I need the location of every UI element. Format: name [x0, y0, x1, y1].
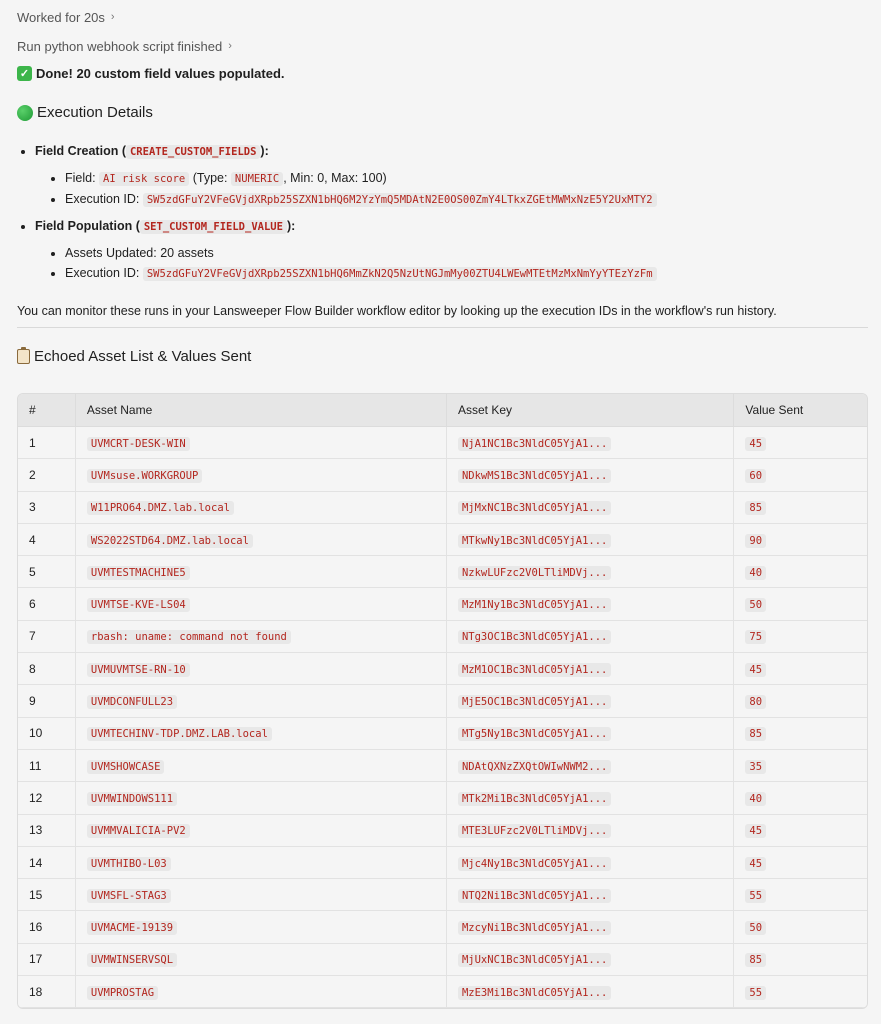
row-index-cell: 12	[18, 782, 76, 814]
set-custom-field-value-code: SET_CUSTOM_FIELD_VALUE	[140, 220, 287, 234]
value-sent-cell	[734, 459, 867, 491]
worked-for-toggle[interactable]	[17, 7, 115, 27]
value-sent-cell	[734, 944, 867, 976]
row-index-cell: 18	[18, 976, 76, 1008]
value-sent-cell	[734, 815, 867, 847]
table-row	[18, 815, 867, 847]
row-index-cell: 7	[18, 621, 76, 653]
asset-name-code: UVMTECHINV-TDP.DMZ.LAB.local	[87, 727, 272, 741]
asset-name-cell	[76, 750, 447, 782]
worked-for-label: Worked for 20s	[17, 9, 105, 25]
asset-key-code: NDkwMS1Bc3NldC05YjA1...	[458, 469, 611, 483]
execution-heading-text: Execution Details	[37, 104, 153, 121]
asset-name-cell	[76, 556, 447, 588]
value-sent-code: 75	[745, 630, 766, 644]
asset-key-code: MjUxNC1Bc3NldC05YjA1...	[458, 953, 611, 967]
header-asset-key: Asset Key	[447, 394, 734, 427]
asset-name-code: WS2022STD64.DMZ.lab.local	[87, 534, 253, 548]
asset-name-code: UVMTHIBO-L03	[87, 857, 171, 871]
field-name-code: AI risk score	[99, 172, 189, 186]
asset-key-code: MjMxNC1Bc3NldC05YjA1...	[458, 501, 611, 515]
population-exec-id-code: SW5zdGFuY2VFeGVjdXRpb25SZXN1bHQ6MmZkN2Q5NzUtNGJmMy00ZTU4LWEwMTEtMzMxNmYyYTEzYzFm	[143, 267, 657, 281]
row-index-cell: 11	[18, 750, 76, 782]
chevron-right-icon: ›	[110, 11, 115, 23]
asset-name-code: UVMTSE-KVE-LS04	[87, 598, 190, 612]
table-row	[18, 976, 867, 1008]
value-sent-cell	[734, 492, 867, 524]
asset-name-cell	[76, 621, 447, 653]
field-type-code: NUMERIC	[231, 172, 283, 186]
asset-name-cell	[76, 879, 447, 911]
value-sent-cell	[734, 556, 867, 588]
table-row	[18, 718, 867, 750]
asset-key-code: NTg3OC1Bc3NldC05YjA1...	[458, 630, 611, 644]
asset-name-cell	[76, 492, 447, 524]
row-index-cell: 16	[18, 911, 76, 943]
row-index-cell: 1	[18, 427, 76, 459]
asset-key-cell	[447, 685, 734, 717]
execution-list	[17, 141, 875, 284]
asset-name-code: W11PRO64.DMZ.lab.local	[87, 501, 234, 515]
asset-key-code: MjE5OC1Bc3NldC05YjA1...	[458, 695, 611, 709]
row-index-cell: 3	[18, 492, 76, 524]
asset-list-heading	[17, 348, 251, 365]
asset-key-code: Mjc4Ny1Bc3NldC05YjA1...	[458, 857, 611, 871]
asset-name-cell	[76, 524, 447, 556]
table-row	[18, 492, 867, 524]
value-sent-code: 55	[745, 889, 766, 903]
value-sent-code: 45	[745, 437, 766, 451]
monitor-text: You can monitor these runs in your Lansweeper Flow Builder workflow editor by looking up the execution IDs in the workflow's run history.	[17, 304, 777, 318]
done-text: Done! 20 custom field values populated.	[36, 66, 285, 81]
asset-key-cell	[447, 427, 734, 459]
asset-key-cell	[447, 879, 734, 911]
asset-key-code: NTQ2Ni1Bc3NldC05YjA1...	[458, 889, 611, 903]
asset-name-cell	[76, 427, 447, 459]
value-sent-code: 90	[745, 534, 766, 548]
done-message	[17, 66, 285, 81]
value-sent-code: 45	[745, 857, 766, 871]
table-row	[18, 427, 867, 459]
table-row	[18, 944, 867, 976]
table-row	[18, 653, 867, 685]
asset-key-cell	[447, 718, 734, 750]
asset-name-code: UVMWINSERVSQL	[87, 953, 177, 967]
field-creation-details	[35, 168, 875, 210]
header-value-sent: Value Sent	[734, 394, 867, 427]
asset-key-cell	[447, 750, 734, 782]
value-sent-code: 85	[745, 501, 766, 515]
asset-name-cell	[76, 976, 447, 1008]
table-body	[18, 427, 867, 1008]
row-index-cell: 13	[18, 815, 76, 847]
execution-details-heading	[17, 104, 153, 121]
value-sent-cell	[734, 685, 867, 717]
field-detail: • Field: AI risk score (Type: NUMERIC , Min: 0, Max: 100)	[65, 168, 875, 189]
asset-name-cell	[76, 847, 447, 879]
asset-name-cell	[76, 685, 447, 717]
asset-key-code: NzkwLUFzc2V0LTliMDVj...	[458, 566, 611, 580]
field-population-label: Field Population ( SET_CUSTOM_FIELD_VALUE ):	[35, 219, 296, 233]
asset-name-code: UVMUVMTSE-RN-10	[87, 663, 190, 677]
row-index-cell: 10	[18, 718, 76, 750]
assets-updated: • Assets Updated: 20 assets	[65, 243, 875, 263]
value-sent-code: 50	[745, 598, 766, 612]
row-index-cell: 2	[18, 459, 76, 491]
value-sent-cell	[734, 911, 867, 943]
asset-key-code: MzcyNi1Bc3NldC05YjA1...	[458, 921, 611, 935]
asset-name-cell	[76, 718, 447, 750]
value-sent-code: 45	[745, 663, 766, 677]
divider	[17, 327, 868, 328]
value-sent-cell	[734, 427, 867, 459]
asset-table	[17, 393, 868, 1009]
table-row	[18, 685, 867, 717]
value-sent-cell	[734, 524, 867, 556]
table-row	[18, 524, 867, 556]
value-sent-code: 35	[745, 760, 766, 774]
population-execution-id: • Execution ID: SW5zdGFuY2VFeGVjdXRpb25SZXN1bHQ6MmZkN2Q5NzUtNGJmMy00ZTU4LWEwMTEtMzMxNmYyYTEzYzFm	[65, 263, 875, 284]
clipboard-icon	[17, 349, 30, 364]
asset-name-code: UVMDCONFULL23	[87, 695, 177, 709]
value-sent-cell	[734, 976, 867, 1008]
asset-key-cell	[447, 847, 734, 879]
header-index: #	[18, 394, 76, 427]
create-custom-fields-code: CREATE_CUSTOM_FIELDS	[126, 145, 260, 159]
row-index-cell: 14	[18, 847, 76, 879]
run-script-toggle[interactable]	[17, 36, 232, 56]
table-row	[18, 556, 867, 588]
check-mark-icon: ✓	[17, 66, 32, 81]
asset-key-cell	[447, 621, 734, 653]
value-sent-code: 40	[745, 792, 766, 806]
asset-name-code: UVMSHOWCASE	[87, 760, 165, 774]
chevron-right-icon: ›	[228, 40, 232, 52]
asset-key-code: MTkwNy1Bc3NldC05YjA1...	[458, 534, 611, 548]
asset-key-code: MzE3Mi1Bc3NldC05YjA1...	[458, 986, 611, 1000]
asset-key-code: NjA1NC1Bc3NldC05YjA1...	[458, 437, 611, 451]
asset-key-code: NDAtQXNzZXQtOWIwNWM2...	[458, 760, 611, 774]
value-sent-cell	[734, 879, 867, 911]
asset-key-cell	[447, 815, 734, 847]
asset-key-code: MzM1OC1Bc3NldC05YjA1...	[458, 663, 611, 677]
table-row	[18, 847, 867, 879]
asset-key-cell	[447, 944, 734, 976]
row-index-cell: 5	[18, 556, 76, 588]
asset-name-cell	[76, 911, 447, 943]
asset-name-code: UVMSFL-STAG3	[87, 889, 171, 903]
table-row	[18, 750, 867, 782]
field-creation-label: Field Creation ( CREATE_CUSTOM_FIELDS ):	[35, 144, 269, 158]
row-index-cell: 4	[18, 524, 76, 556]
asset-name-code: rbash: uname: command not found	[87, 630, 291, 644]
asset-key-cell	[447, 492, 734, 524]
header-asset-name: Asset Name	[76, 394, 447, 427]
creation-execution-id: • Execution ID: SW5zdGFuY2VFeGVjdXRpb25SZXN1bHQ6M2YzYmQ5MDAtN2E0OS00ZmY4LTkxZGEtMWMxNzE5Y2UxMTY2	[65, 189, 875, 210]
asset-heading-text: Echoed Asset List & Values Sent	[34, 348, 252, 365]
table-row	[18, 782, 867, 814]
asset-name-code: UVMCRT-DESK-WIN	[87, 437, 190, 451]
asset-key-cell	[447, 556, 734, 588]
value-sent-cell	[734, 621, 867, 653]
value-sent-cell	[734, 782, 867, 814]
value-sent-cell	[734, 653, 867, 685]
table-row	[18, 588, 867, 620]
asset-key-code: MTg5Ny1Bc3NldC05YjA1...	[458, 727, 611, 741]
value-sent-code: 50	[745, 921, 766, 935]
row-index-cell: 15	[18, 879, 76, 911]
value-sent-code: 85	[745, 953, 766, 967]
row-index-cell: 6	[18, 588, 76, 620]
value-sent-cell	[734, 847, 867, 879]
asset-key-cell	[447, 524, 734, 556]
asset-key-cell	[447, 782, 734, 814]
asset-key-code: MzM1Ny1Bc3NldC05YjA1...	[458, 598, 611, 612]
asset-name-cell	[76, 944, 447, 976]
value-sent-code: 80	[745, 695, 766, 709]
value-sent-code: 55	[745, 986, 766, 1000]
field-population-item	[35, 216, 875, 284]
value-sent-code: 45	[745, 824, 766, 838]
table-row	[18, 911, 867, 943]
value-sent-code: 60	[745, 469, 766, 483]
asset-name-code: UVMPROSTAG	[87, 986, 158, 1000]
value-sent-cell	[734, 588, 867, 620]
value-sent-cell	[734, 718, 867, 750]
field-population-details	[35, 243, 875, 284]
asset-key-code: MTE3LUFzc2V0LTliMDVj...	[458, 824, 611, 838]
table-row	[18, 621, 867, 653]
asset-key-cell	[447, 653, 734, 685]
asset-name-cell	[76, 815, 447, 847]
green-circle-icon	[17, 105, 33, 121]
asset-name-code: UVMTESTMACHINE5	[87, 566, 190, 580]
table-header-row	[18, 394, 867, 427]
value-sent-code: 40	[745, 566, 766, 580]
field-creation-item	[35, 141, 875, 210]
asset-key-code: MTk2Mi1Bc3NldC05YjA1...	[458, 792, 611, 806]
asset-name-code: UVMsuse.WORKGROUP	[87, 469, 202, 483]
asset-name-cell	[76, 653, 447, 685]
run-script-label: Run python webhook script finished	[17, 38, 223, 54]
asset-key-cell	[447, 976, 734, 1008]
table-row	[18, 459, 867, 491]
value-sent-code: 85	[745, 727, 766, 741]
row-index-cell: 8	[18, 653, 76, 685]
table-row	[18, 879, 867, 911]
creation-exec-id-code: SW5zdGFuY2VFeGVjdXRpb25SZXN1bHQ6M2YzYmQ5MDAtN2E0OS00ZmY4LTkxZGEtMWMxNzE5Y2UxMTY2	[143, 193, 657, 207]
asset-name-cell	[76, 782, 447, 814]
asset-name-code: UVMWINDOWS111	[87, 792, 177, 806]
row-index-cell: 9	[18, 685, 76, 717]
value-sent-cell	[734, 750, 867, 782]
asset-name-code: UVMMVALICIA-PV2	[87, 824, 190, 838]
asset-table-container	[17, 393, 868, 1009]
asset-key-cell	[447, 588, 734, 620]
row-index-cell: 17	[18, 944, 76, 976]
asset-name-code: UVMACME-19139	[87, 921, 177, 935]
asset-name-cell	[76, 459, 447, 491]
asset-key-cell	[447, 459, 734, 491]
asset-key-cell	[447, 911, 734, 943]
asset-name-cell	[76, 588, 447, 620]
